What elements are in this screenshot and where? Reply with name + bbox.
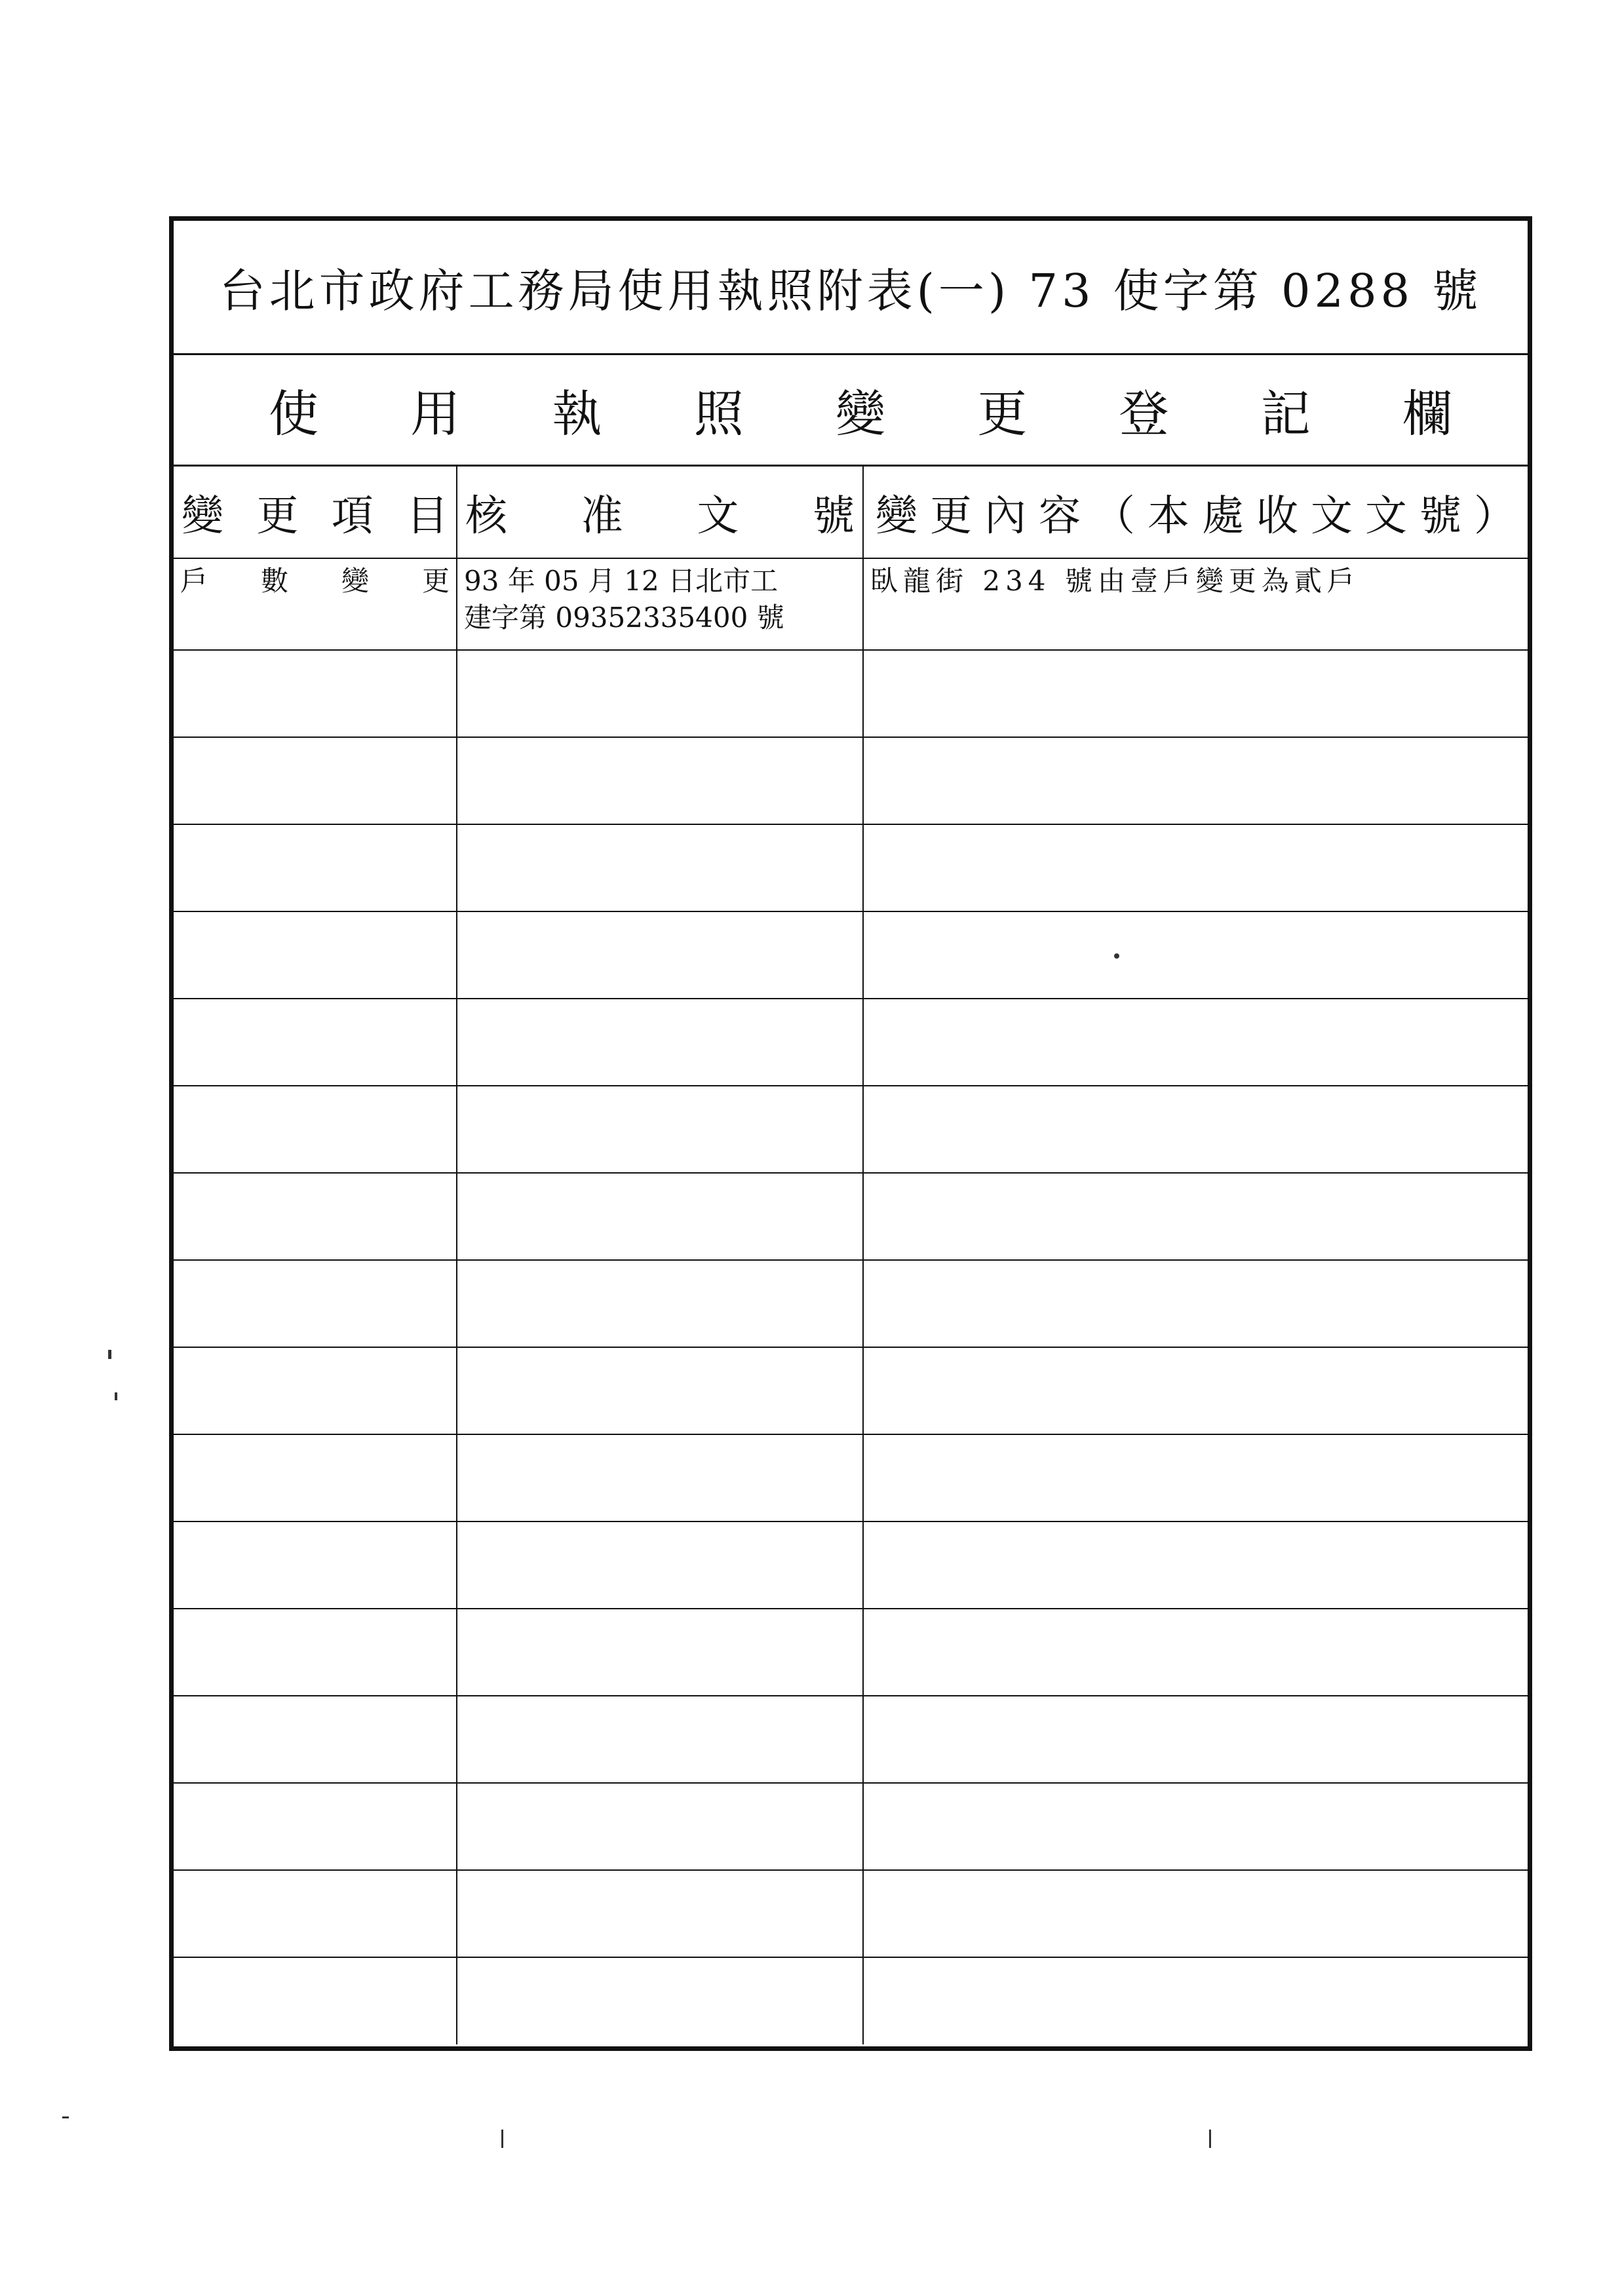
blank-table-row: [174, 1609, 1528, 1696]
form-title: 台北市政府工務局使用執照附表(一) 73 使字第 0288 號: [219, 263, 1482, 318]
blank-cell: [457, 824, 863, 911]
blank-cell: [457, 911, 863, 999]
scan-speck: [62, 2116, 69, 2118]
blank-cell: [457, 1783, 863, 1870]
header-char: 內: [984, 491, 1026, 541]
blank-cell: [863, 1521, 1528, 1609]
blank-cell: [457, 737, 863, 824]
blank-cell: [863, 1086, 1528, 1173]
blank-table-row: [174, 1347, 1528, 1434]
blank-cell: [863, 650, 1528, 737]
blank-table-row: [174, 1870, 1528, 1957]
header-char: 處: [1202, 491, 1244, 541]
form-subtitle-row: [174, 355, 1528, 467]
subtitle-char: 變: [836, 385, 885, 443]
blank-cell: [863, 1347, 1528, 1434]
registration-table: [174, 467, 1528, 2044]
item-cell: [174, 558, 457, 650]
header-cell-content: [863, 467, 1528, 558]
blank-cell: [457, 650, 863, 737]
blank-table-row: [174, 911, 1528, 999]
blank-table-row: [174, 999, 1528, 1086]
blank-cell: [174, 1173, 457, 1260]
header-char: （: [1093, 491, 1135, 541]
table-row: [174, 558, 1528, 650]
blank-cell: [174, 1870, 457, 1957]
header-char: 本: [1148, 491, 1189, 541]
item-char: 變: [341, 565, 369, 597]
blank-cell: [457, 1521, 863, 1609]
scan-speck: [108, 1350, 111, 1359]
header-char: 目: [406, 491, 448, 541]
blank-cell: [863, 1696, 1528, 1783]
approval-line: 建字第 09352335400 號: [464, 602, 784, 634]
header-char: 更: [930, 491, 972, 541]
blank-cell: [457, 999, 863, 1086]
blank-table-row: [174, 1434, 1528, 1521]
blank-table-row: [174, 824, 1528, 911]
subtitle-char: 更: [977, 385, 1028, 443]
header-char: 項: [331, 491, 374, 541]
table-header-row: [174, 467, 1528, 558]
header-char: 號: [1419, 491, 1461, 541]
header-char: 變: [182, 491, 223, 541]
blank-cell: [174, 824, 457, 911]
blank-cell: [174, 1696, 457, 1783]
scan-speck: [115, 1392, 117, 1400]
blank-table-row: [174, 1086, 1528, 1173]
subtitle-char: 執: [552, 385, 602, 443]
form-title-row: [174, 221, 1528, 355]
blank-cell: [863, 1434, 1528, 1521]
subtitle-char: 欄: [1402, 385, 1452, 443]
blank-table-row: [174, 737, 1528, 824]
change-registration-form: [169, 216, 1532, 2051]
blank-cell: [174, 999, 457, 1086]
blank-table-row: [174, 1696, 1528, 1783]
blank-cell: [457, 1870, 863, 1957]
blank-cell: [863, 1957, 1528, 2044]
header-char: 核: [465, 491, 507, 541]
blank-cell: [174, 1957, 457, 2044]
header-char: 准: [581, 491, 623, 541]
header-char: 文: [697, 491, 739, 541]
blank-cell: [174, 1783, 457, 1870]
blank-table-row: [174, 1783, 1528, 1870]
header-cell-item: [174, 467, 457, 558]
blank-cell: [863, 1783, 1528, 1870]
subtitle-char: 照: [693, 385, 744, 443]
approval-cell: [457, 558, 863, 650]
approval-line: 93 年 05 月 12 日北市工: [464, 565, 779, 597]
subtitle-char: 使: [269, 385, 318, 443]
header-char: 文: [1365, 491, 1407, 541]
blank-table-row: [174, 1957, 1528, 2044]
blank-cell: [863, 1173, 1528, 1260]
subtitle-char: 用: [410, 385, 461, 443]
header-char: 更: [256, 491, 299, 541]
blank-cell: [174, 1609, 457, 1696]
blank-cell: [863, 737, 1528, 824]
blank-cell: [457, 1609, 863, 1696]
header-cell-approval: [457, 467, 863, 558]
blank-table-row: [174, 1173, 1528, 1260]
blank-cell: [174, 1086, 457, 1173]
blank-cell: [174, 1434, 457, 1521]
blank-cell: [174, 737, 457, 824]
blank-cell: [863, 1609, 1528, 1696]
header-char: 號: [812, 491, 855, 541]
scan-speck: [1209, 2130, 1211, 2148]
blank-cell: [863, 1870, 1528, 1957]
blank-cell: [863, 824, 1528, 911]
blank-table-row: [174, 650, 1528, 737]
blank-cell: [863, 999, 1528, 1086]
blank-cell: [457, 1434, 863, 1521]
header-char: ）: [1474, 491, 1516, 541]
blank-cell: [457, 1086, 863, 1173]
blank-cell: [457, 1957, 863, 2044]
scan-speck: [501, 2130, 503, 2148]
blank-cell: [174, 1260, 457, 1347]
header-char: 文: [1311, 491, 1353, 541]
blank-cell: [174, 911, 457, 999]
blank-cell: [174, 1521, 457, 1609]
change-content: 臥龍街 234 號由壹戶變更為貳戶: [870, 565, 1360, 597]
blank-cell: [457, 1173, 863, 1260]
item-char: 數: [260, 565, 288, 597]
blank-cell: [863, 1260, 1528, 1347]
subtitle-char: 記: [1260, 385, 1311, 443]
header-char: 容: [1039, 491, 1081, 541]
content-cell: [863, 558, 1528, 650]
blank-cell: [457, 1696, 863, 1783]
blank-cell: [863, 911, 1528, 999]
subtitle-char: 登: [1119, 385, 1169, 443]
scan-speck: [1114, 953, 1119, 959]
blank-cell: [174, 650, 457, 737]
item-char: 戶: [180, 565, 208, 597]
item-char: 更: [421, 565, 450, 597]
blank-table-row: [174, 1521, 1528, 1609]
header-char: 變: [876, 491, 917, 541]
header-char: 收: [1256, 491, 1298, 541]
blank-cell: [457, 1347, 863, 1434]
blank-cell: [457, 1260, 863, 1347]
blank-cell: [174, 1347, 457, 1434]
blank-table-row: [174, 1260, 1528, 1347]
